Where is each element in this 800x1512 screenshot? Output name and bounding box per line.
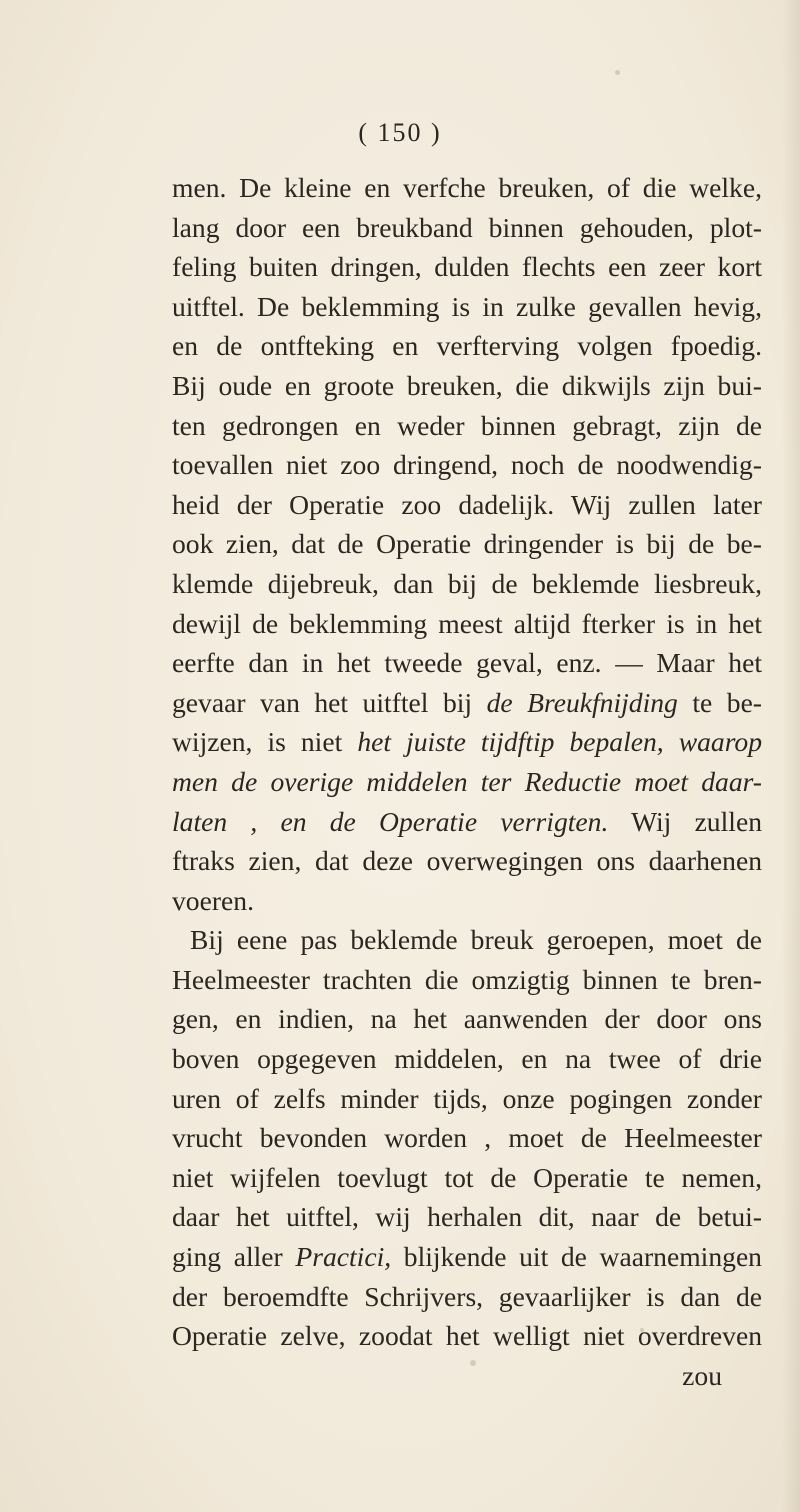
text-segment: ging aller: [172, 1241, 283, 1273]
text-line: vrucht bevonden worden , moet de Heelmeester: [172, 1122, 762, 1154]
text-line: feling buiten dringen, dulden flechts een zeer kort: [172, 251, 762, 283]
text-line: Heelmeester trachten die omzigtig binnen te bren-: [172, 963, 762, 995]
text-segment: blijkende uit de waarnemingen: [403, 1241, 762, 1273]
italic-term: de Breukfnijding: [486, 686, 678, 718]
text-line: heid der Operatie zoo dadelijk. Wij zullen later: [172, 488, 762, 520]
text-line: ook zien, dat de Operatie dringender is bij de be-: [172, 528, 762, 560]
text-line: uren of zelfs minder tijds, onze pogingen zonder: [172, 1082, 762, 1114]
text-segment: Wij zullen: [631, 805, 762, 837]
text-line: [172, 802, 762, 842]
text-line: [172, 683, 762, 723]
text-line: der beroemdfte Schrijvers, gevaarlijker is dan de: [172, 1280, 762, 1312]
text-line: dewijl de beklemming meest altijd fterker is in het: [172, 607, 762, 639]
body-text: [172, 168, 762, 1395]
text-line: niet wijfelen toevlugt tot de Operatie te nemen,: [172, 1161, 762, 1193]
text-line: men. De kleine en verfche breuken, of die welke,: [172, 172, 762, 203]
italic-phrase: het juiste tijdftip bepalen, waarop: [357, 726, 763, 758]
italic-phrase: laten , en de Operatie verrigten.: [172, 805, 609, 837]
text-line: Bij eene pas beklemde breuk geroepen, moet de: [190, 924, 762, 956]
text-line: voeren.: [172, 884, 254, 916]
text-line: Operatie zelve, zoodat het welligt niet overdreven: [172, 1320, 762, 1352]
text-line: eerfte dan in het tweede geval, enz. — Maar het: [172, 647, 762, 679]
text-line: boven opgegeven middelen, en na twee of drie: [172, 1043, 762, 1075]
text-line: ten gedrongen en weder binnen gebragt, zijn de: [172, 409, 762, 441]
text-line: uitftel. De beklemming is in zulke gevallen hevig,: [172, 290, 762, 322]
page-edge-shadow: [782, 0, 800, 1512]
text-line: men de overige middelen ter Reductie moet daar-: [172, 765, 762, 797]
text-line: daar het uitftel, wij herhalen dit, naar de betui-: [172, 1201, 762, 1233]
text-line: Bij oude en groote breuken, die dikwijls zijn bui-: [172, 369, 762, 401]
text-line: lang door een breukband binnen gehouden, plot-: [172, 211, 762, 243]
text-line: [172, 1237, 762, 1277]
text-segment: gevaar van het uitftel bij: [172, 686, 473, 718]
italic-term: Practici,: [295, 1241, 392, 1273]
text-segment: wijzen, is niet: [172, 726, 343, 758]
paper-speck: [615, 70, 620, 75]
text-line: [172, 722, 762, 762]
page-number: ( 150 ): [358, 118, 442, 147]
catchword: zou: [682, 1359, 722, 1391]
text-segment: te be-: [692, 686, 763, 718]
text-line: gen, en indien, na het aanwenden der door ons: [172, 1003, 762, 1035]
text-line: toevallen niet zoo dringend, noch de noodwendig-: [172, 449, 762, 481]
text-line: en de ontfteking en verfterving volgen fpoedig.: [172, 330, 762, 362]
text-line: klemde dijebreuk, dan bij de beklemde liesbreuk,: [172, 567, 762, 599]
text-line: ftraks zien, dat deze overwegingen ons daarhenen: [172, 845, 762, 877]
